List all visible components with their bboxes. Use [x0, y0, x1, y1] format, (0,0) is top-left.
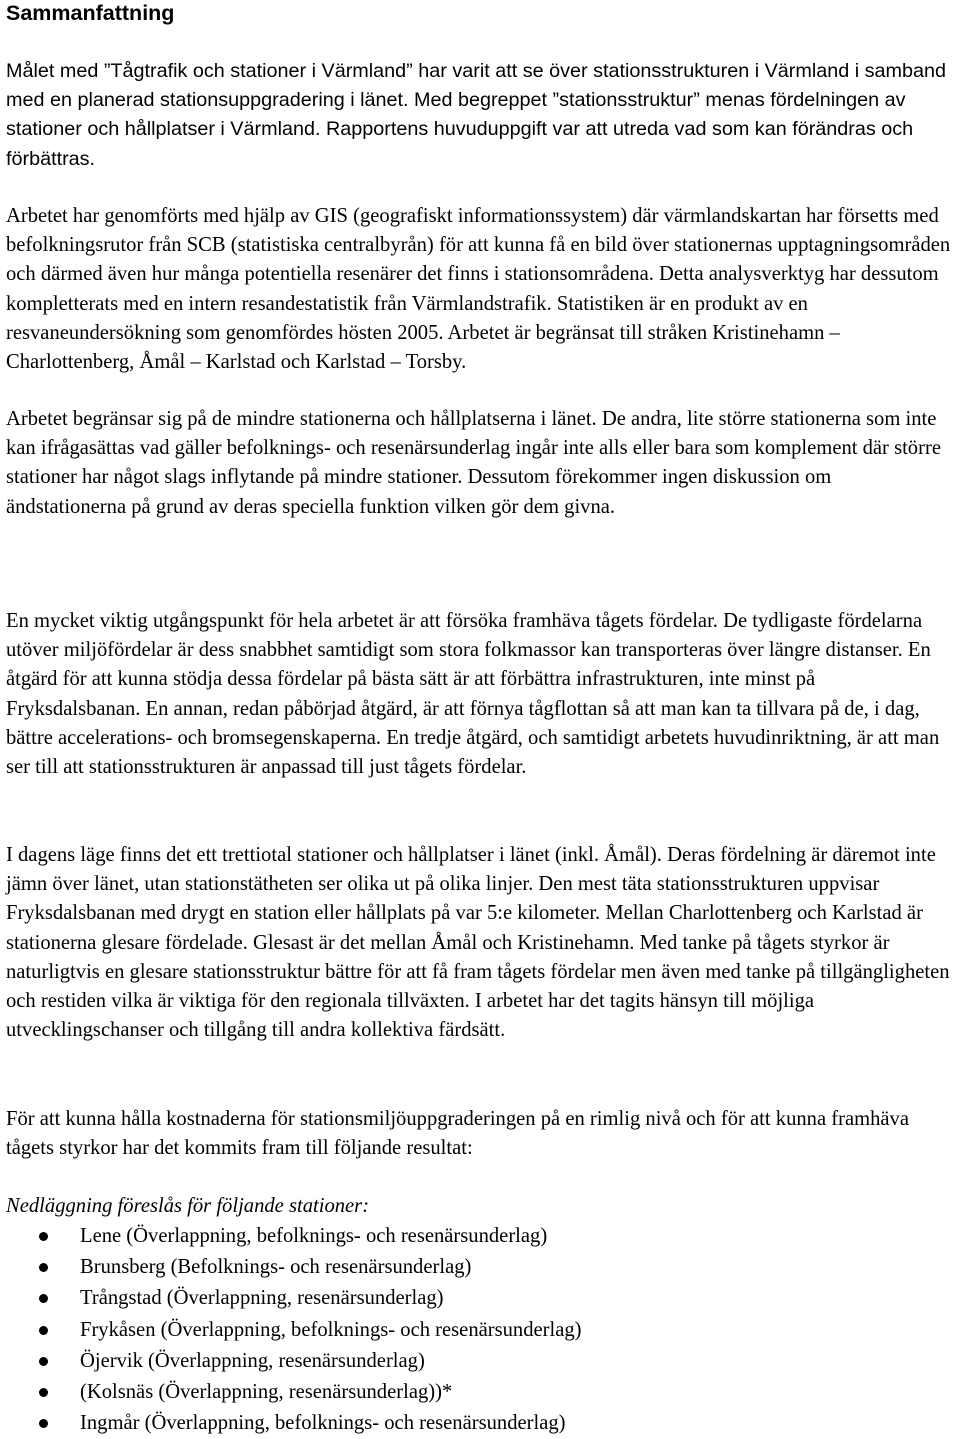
list-item [6, 1283, 954, 1314]
paragraph-starting-point: En mycket viktig utgångspunkt för hela arbetet är att försöka framhäva tågets fördelar. De tydligaste fördelarna utöver miljöfördelar är dess snabbhet samtidigt som stora folkmassor kan transporteras över längre distanser. En åtgärd för att kunna stödja dessa fördelar på bästa sätt är att förbättra infrastrukturen, inte minst på Fryksdalsbanan. En annan, redan påbörjad åtgärd, är att förnya tågflottan så att man kan ta tillvara på de, i dag, bättre accelerations- och bromsegenskaperna. En tredje åtgärd, och samtidigt arbetets huvudinriktning, är att man ser till att stationsstrukturen är anpassad till just tågets fördelar. [6, 610, 940, 779]
list-item [6, 1377, 954, 1408]
list-heading: Nedläggning föreslås för följande stationer: [6, 1195, 370, 1217]
bullet-icon [39, 1294, 48, 1303]
bullet-icon [39, 1357, 48, 1366]
paragraph-current-state: I dagens läge finns det ett trettiotal stationer och hållplatser i länet (inkl. Åmål). Deras fördelning är däremot inte jämn över länet, utan stationstätheten ser olika ut på olika linjer. Den mest täta stationsstrukturen uppvisar Fryksdalsbanan med drygt en station eller hållplats på var 5:e kilometer. Mellan Charlottenberg och Karlstad är stationerna glesare fördelade. Glesast är det mellan Åmål och Kristinehamn. Med tanke på tågets styrkor är naturligtvis en glesare stationsstruktur bättre för att få fram tågets fördelar men även med tanke på tillgängligheten och restiden vilka är viktiga för den regionala tillväxten. I arbetet har det tagits hänsyn till möjliga utvecklingschanser och tillgång till andra kollektiva färdsätt. [6, 844, 950, 1042]
paragraph-method: Arbetet har genomförts med hjälp av GIS (geografiskt informationssystem) där värmlandskartan har försetts med befolkningsrutor från SCB (statistiska centralbyrån) för att kunna få en bild över stationernas upptagningsområden och därmed även hur många potentiella resenärer det finns i stationsområdena. Detta analysverktyg har dessutom kompletterats med en intern resandestatistik från Värmlandstrafik. Statistiken är en produkt av en resvaneundersökning som genomfördes hösten 2005. Arbetet är begränsat till stråken Kristinehamn – Charlottenberg, Åmål – Karlstad och Karlstad – Torsby. [6, 205, 951, 374]
list-item-text: Brunsberg (Befolknings- och resenärsunderlag) [80, 1256, 472, 1279]
list-item-text: Trångstad (Överlappning, resenärsunderlag) [80, 1287, 444, 1310]
list-item-text: Lene (Överlappning, befolknings- och resenärsunderlag) [80, 1225, 548, 1247]
paragraph-results-intro: För att kunna hålla kostnaderna för stationsmiljöuppgraderingen på en rimlig nivå och för att kunna framhäva tågets styrkor har det kommits fram till följande resultat: [6, 1108, 909, 1160]
bullet-icon [39, 1388, 48, 1397]
paragraph-intro: Målet med ”Tågtrafik och stationer i Värmland” har varit att se över stationsstrukturen i Värmland i samband med en planerad stationsuppgradering i länet. Med begreppet ”stationsstruktur” menas fördelningen av stationer och hållplatser i Värmland. Rapportens huvuduppgift var att utreda vad som kan förändras och förbättras. [6, 60, 947, 170]
list-item [6, 1346, 954, 1377]
list-item [6, 1408, 954, 1439]
list-item-text: (Kolsnäs (Överlappning, resenärsunderlag))* [80, 1381, 453, 1404]
list-item-text: Ingmår (Överlappning, befolknings- och resenärsunderlag) [80, 1412, 566, 1435]
list-item-text: Frykåsen (Överlappning, befolknings- och resenärsunderlag) [80, 1318, 582, 1341]
bullet-icon [39, 1232, 48, 1241]
paragraph-scope: Arbetet begränsar sig på de mindre stationerna och hållplatserna i länet. De andra, lite större stationerna som inte kan ifrågasättas vad gäller befolknings- och resenärsunderlag ingår inte alls eller bara som komplement där större stationer har något slags inflytande på mindre stationer. Dessutom förekommer ingen diskussion om ändstationerna på grund av deras speciella funktion vilken gör dem givna. [6, 408, 941, 518]
list-item-text: Öjervik (Överlappning, resenärsunderlag) [80, 1349, 425, 1372]
station-list [6, 1221, 954, 1439]
bullet-icon [39, 1263, 48, 1272]
list-item [6, 1252, 954, 1283]
list-item [6, 1315, 954, 1346]
page-title: Sammanfattning [6, 1, 175, 25]
bullet-icon [39, 1326, 48, 1335]
bullet-icon [39, 1419, 48, 1428]
list-item [6, 1221, 954, 1252]
